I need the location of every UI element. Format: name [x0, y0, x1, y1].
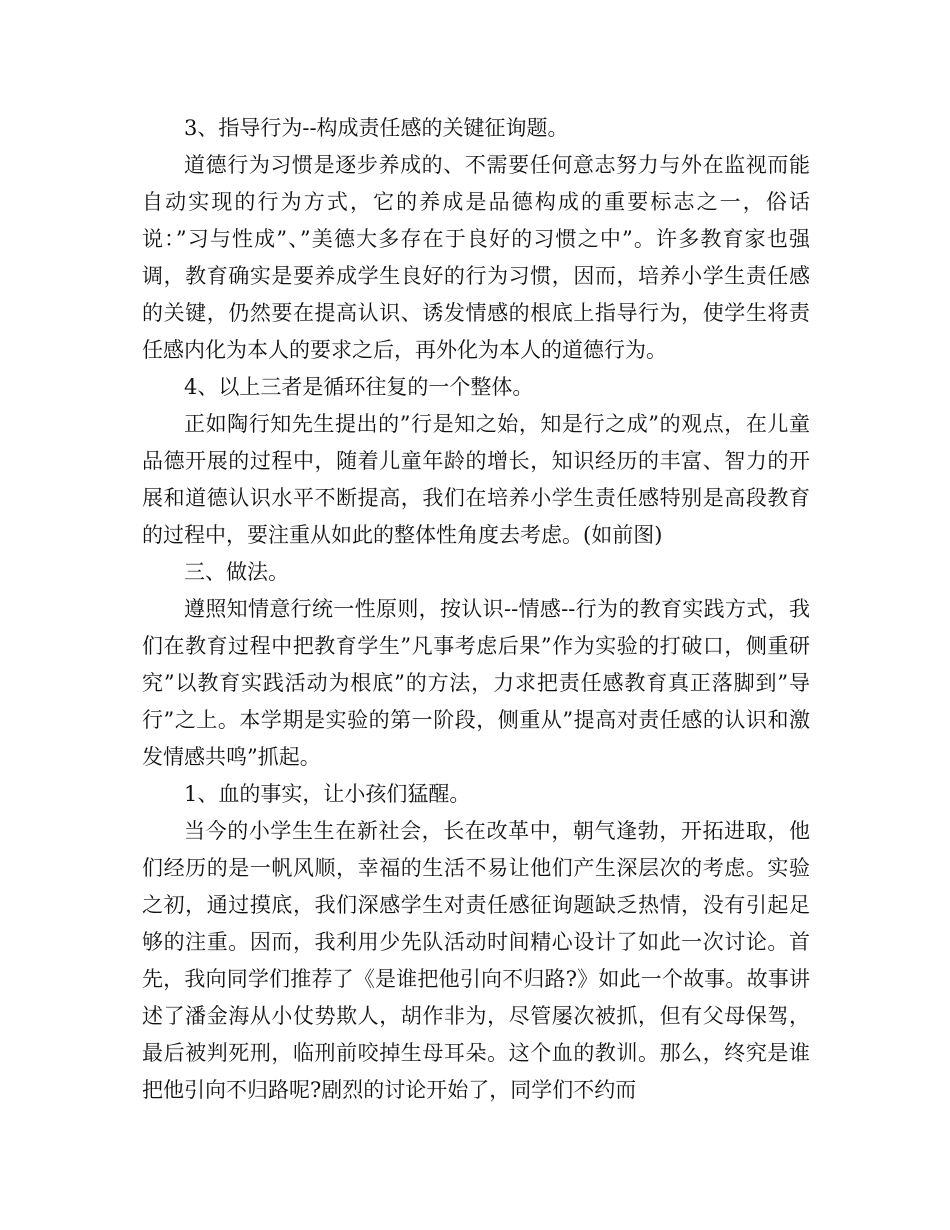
- paragraph-story: 当今的小学生生在新社会，长在改革中，朝气逢勃，开拓进取，他们经历的是一帆风顺，幸福的生活不易让他们产生深层次的考虑。实验之初，通过摸底，我们深感学生对责任感征询题缺乏热情，没有引起足够的注重。因而，我利用少先队活动时间精心设计了如此一次讨论。首先，我向同学们推荐了《是谁把他引向不归路?》如此一个故事。故事讲述了潘金海从小仗势欺人，胡作非为，尽管屡次被抓，但有父母保驾，最后被判死刑，临刑前咬掉生母耳朵。这个血的教训。那么，终究是谁把他引向不归路呢?剧烈的讨论开始了，同学们不约而: [142, 819, 810, 1102]
- paragraph-principles: 遵照知情意行统一性原则，按认识--情感--行为的教育实践方式，我们在教育过程中把教育学生”凡事考虑后果”作为实验的打破口，侧重研究”以教育实践活动为根底”的方法，力求把责任感教育真正落脚到”导行”之上。本学期是实验的第一阶段，侧重从”提高对责任感的认识和激发情感共鸣”抓起。: [142, 597, 810, 769]
- section-heading-methods: 三、做法。: [184, 560, 289, 584]
- paragraph-moral-habits: 道德行为习惯是逐步养成的、不需要任何意志努力与外在监视而能自动实现的行为方式，它的养成是品德构成的重要标志之一，俗话说：”习与性成”、”美德大多存在于良好的习惯之中”。许多教育家也强调，教育确实是要养成学生良好的行为习惯，因而，培养小学生责任感的关键，仍然要在提高认识、诱发情感的根底上指导行为，使学生将责任感内化为本人的要求之后，再外化为本人的道德行为。: [142, 153, 810, 362]
- paragraph-tao-xingzhi: 正如陶行知先生提出的”行是知之始，知是行之成”的观点，在儿童品德开展的过程中，随着儿童年龄的增长，知识经历的丰富、智力的开展和道德认识水平不断提高，我们在培养小学生责任感特别是高段教育的过程中，要注重从如此的整体性角度去考虑。(如前图): [142, 412, 810, 547]
- paragraph-heading-guide-behavior: 3、指导行为--构成责任感的关键征询题。: [184, 116, 569, 140]
- paragraph-heading-cycle: 4、以上三者是循环往复的一个整体。: [184, 375, 534, 399]
- document-body: [142, 110, 810, 1109]
- paragraph-heading-blood-facts: 1、血的事实，让小孩们猛醒。: [184, 782, 471, 806]
